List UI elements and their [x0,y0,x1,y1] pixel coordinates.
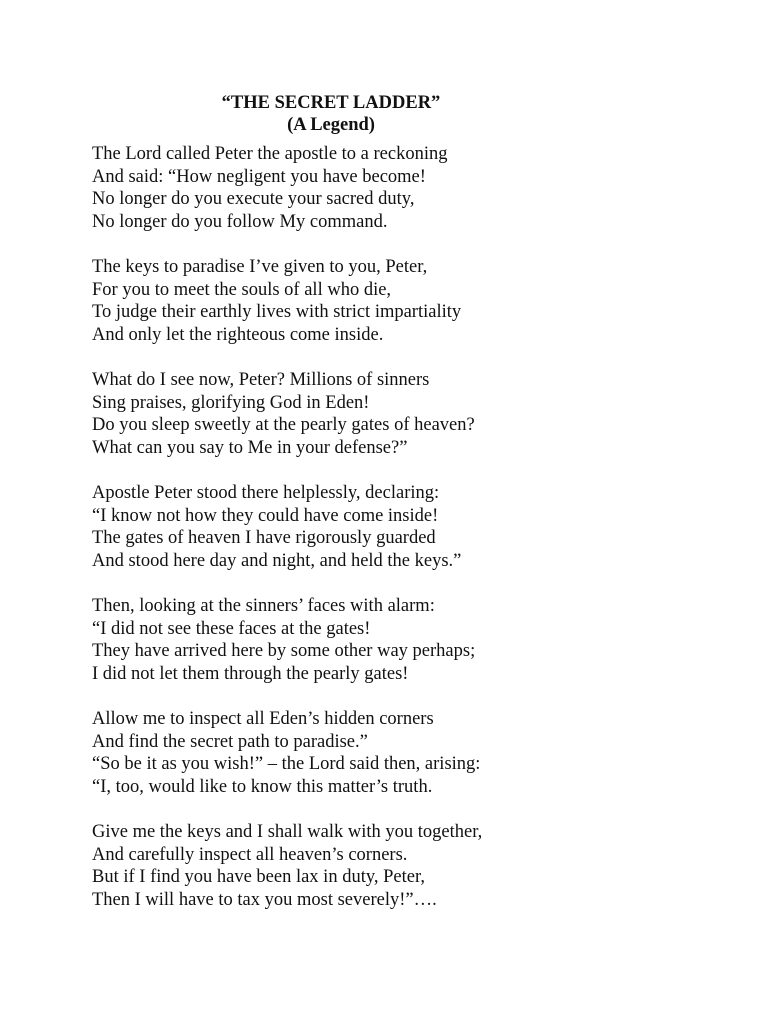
poem-line: No longer do you follow My command. [92,211,388,232]
poem-line: What can you say to Me in your defense?” [92,437,408,458]
stanza-7 [92,821,732,911]
poem-line: And stood here day and night, and held the keys.” [92,550,462,571]
poem-line: And find the secret path to paradise.” [92,731,368,752]
poem-line: “So be it as you wish!” – the Lord said then, arising: [92,754,481,774]
poem-line: And carefully inspect all heaven’s corners. [92,844,408,865]
poem-line: “I did not see these faces at the gates! [92,618,371,639]
poem-line: Then, looking at the sinners’ faces with alarm: [92,596,435,616]
stanza-2 [92,256,732,346]
poem-line: Do you sleep sweetly at the pearly gates of heaven? [92,415,475,435]
poem-line: For you to meet the souls of all who die, [92,279,392,300]
poem-line: But if I find you have been lax in duty, Peter, [92,867,426,887]
poem-line: To judge their earthly lives with strict impartiality [92,302,462,322]
stanza-6 [92,708,732,798]
poem-subtitle: (A Legend) [287,115,375,135]
stanza-5 [92,595,732,685]
poem-line: What do I see now, Peter? Millions of sinners [92,370,430,390]
stanza-3 [92,369,732,459]
poem-line: I did not let them through the pearly gates! [92,663,409,684]
poem-line: The gates of heaven I have rigorously guarded [92,528,436,548]
stanza-1 [92,143,732,233]
poem-title: “THE SECRET LADDER” [221,93,441,113]
poem-line: Then I will have to tax you most severely!”…. [92,889,437,910]
poem-line: And said: “How negligent you have become! [92,166,426,187]
poem-line: They have arrived here by some other way perhaps; [92,641,476,661]
poem-line: “I, too, would like to know this matter’s truth. [92,776,433,797]
poem-line: “I know not how they could have come inside! [92,505,439,526]
poem-line: Sing praises, glorifying God in Eden! [92,392,370,413]
poem-line: Apostle Peter stood there helplessly, declaring: [92,483,440,503]
poem-line: The Lord called Peter the apostle to a reckoning [92,144,448,164]
poem-line: Give me the keys and I shall walk with you together, [92,822,483,842]
poem-line: The keys to paradise I’ve given to you, Peter, [92,257,428,277]
poem-line: Allow me to inspect all Eden’s hidden corners [92,709,434,729]
poem-line: No longer do you execute your sacred duty, [92,189,415,209]
poem-body [92,143,732,934]
poem-line: And only let the righteous come inside. [92,324,384,345]
stanza-4 [92,482,732,572]
